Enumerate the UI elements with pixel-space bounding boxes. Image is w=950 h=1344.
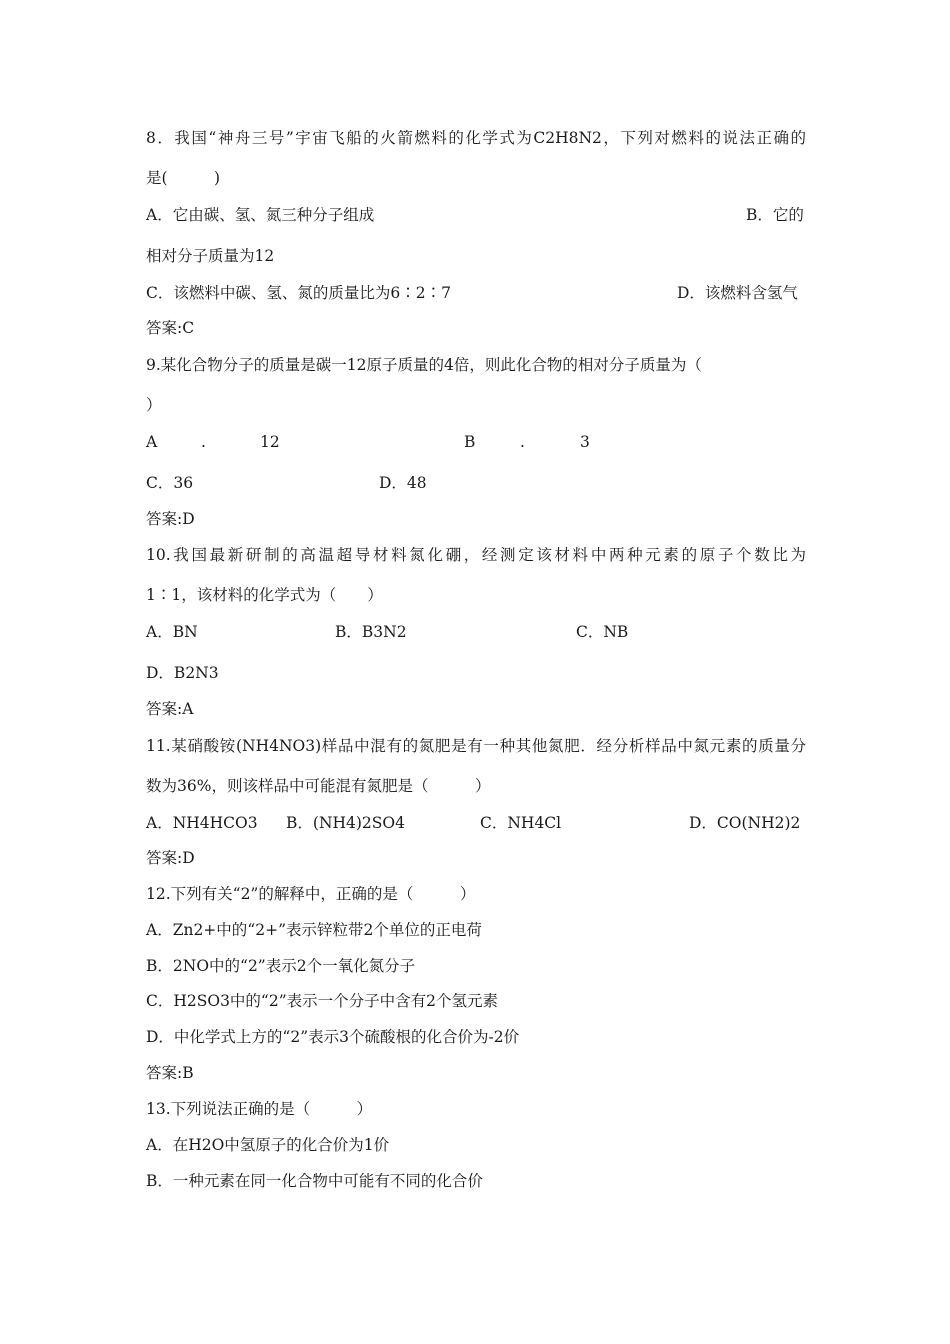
question-10-option-a: A．BN [146,623,198,641]
question-9-stem-cont: ） [146,396,162,414]
question-9-option-a-letter: A [146,433,158,451]
question-10-option-c: C．NB [576,623,629,641]
question-11-option-b: B．(NH4)2SO4 [286,814,405,832]
question-13-stem: 13.下列说法正确的是（ ） [146,1100,373,1118]
question-12-option-d: D．中化学式上方的“2”表示3个硫酸根的化合价为-2价 [146,1028,520,1046]
question-10-option-d: D．B2N3 [146,664,219,682]
question-11-stem: 11.某硝酸铵(NH4NO3)样品中混有的氮肥是有一种其他氮肥．经分析样品中氮元素的质量分 [146,737,806,755]
question-9-option-b-dot: . [520,433,525,451]
question-12-option-b: B．2NO中的“2”表示2个一氧化氮分子 [146,957,416,975]
question-12-stem: 12.下列有关“2”的解释中，正确的是（ ） [146,885,476,903]
question-10-option-b: B．B3N2 [335,623,407,641]
question-9-option-a-dot: . [201,433,206,451]
question-8-option-d: D．该燃料含氢气 [677,284,798,302]
question-9-answer: 答案:D [146,510,195,528]
question-8-stem-cont: 是( ) [146,169,221,187]
question-8-option-a: A．它由碳、氢、氮三种分子组成 [146,206,375,224]
question-8-option-b: B．它的 [746,206,804,224]
question-9-option-b-value: 3 [580,433,590,451]
question-9-option-c: C．36 [146,474,194,492]
question-9-option-b-letter: B [464,433,476,451]
question-9-option-a-value: 12 [260,433,280,451]
question-8-answer: 答案:C [146,319,195,337]
question-10-answer: 答案:A [146,700,194,718]
question-13-option-b: B．一种元素在同一化合物中可能有不同的化合价 [146,1172,483,1190]
question-11-option-d: D．CO(NH2)2 [689,814,801,832]
question-9-option-d: D．48 [379,474,427,492]
question-10-stem-cont: 1∶1，该材料的化学式为（ ） [146,586,383,604]
question-12-answer: 答案:B [146,1064,194,1082]
question-11-stem-cont: 数为36%，则该样品中可能混有氮肥是（ ） [146,777,491,795]
question-12-option-c: C．H2SO3中的“2”表示一个分子中含有2个氢元素 [146,992,498,1010]
question-10-stem: 10.我国最新研制的高温超导材料氮化硼，经测定该材料中两种元素的原子个数比为 [146,546,806,564]
question-8-option-c: C．该燃料中碳、氢、氮的质量比为6∶2∶7 [146,284,451,302]
question-8-option-b-cont: 相对分子质量为12 [146,247,275,265]
question-13-option-a: A．在H2O中氢原子的化合价为1价 [146,1136,390,1154]
question-8-stem: 8．我国“神舟三号”宇宙飞船的火箭燃料的化学式为C2H8N2，下列对燃料的说法正确的 [146,129,806,147]
question-11-option-c: C．NH4Cl [480,814,562,832]
question-11-answer: 答案:D [146,849,195,867]
question-11-option-a: A．NH4HCO3 [146,814,258,832]
question-12-option-a: A．Zn2+中的“2+”表示锌粒带2个单位的正电荷 [146,921,482,939]
question-9-stem: 9.某化合物分子的质量是碳一12原子质量的4倍，则此化合物的相对分子质量为（ [146,356,702,374]
